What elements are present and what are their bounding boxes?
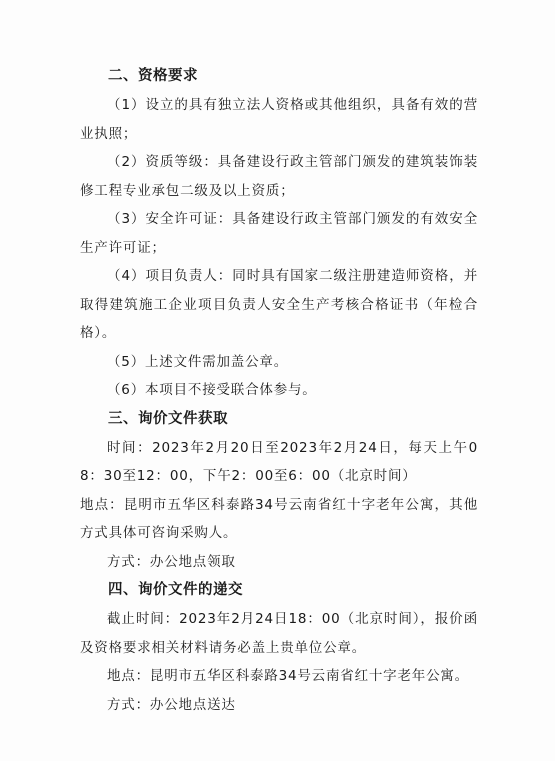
section-heading-submission: 四、询价文件的递交 xyxy=(108,582,243,598)
acquisition-time: 时间：2023年2月20日至2023年2月24日，每天上午08：30至12：00，下午2：00至6：00（北京时间） xyxy=(80,439,478,484)
qualification-item-6: （6）本项目不接受联合体参与。 xyxy=(107,382,317,398)
acquisition-method: 方式：办公地点领取 xyxy=(107,553,236,570)
qualification-item-2: （2）资质等级：具备建设行政主管部门颁发的建筑装饰装修工程专业承包二级及以上资质； xyxy=(80,154,478,199)
document-body xyxy=(80,62,478,719)
qualification-item-5: （5）上述文件需加盖公章。 xyxy=(107,353,288,370)
qualification-item-3: （3）安全许可证：具备建设行政主管部门颁发的有效安全生产许可证； xyxy=(80,211,478,256)
qualification-item-1: （1）设立的具有独立法人资格或其他组织，具备有效的营业执照； xyxy=(80,97,478,142)
submission-method: 方式：办公地点送达 xyxy=(107,696,236,713)
submission-deadline: 截止时间：2023年2月24日18：00（北京时间），报价函及资格要求相关材料请务必盖上贵单位公章。 xyxy=(80,611,478,656)
acquisition-location: 地点：昆明市五华区科泰路34号云南省红十字老年公寓，其他方式具体可咨询采购人。 xyxy=(80,496,478,541)
submission-location: 地点：昆明市五华区科泰路34号云南省红十字老年公寓。 xyxy=(107,668,469,684)
section-heading-document-acquisition: 三、询价文件获取 xyxy=(108,410,228,427)
qualification-item-4: （4）项目负责人：同时具有国家二级注册建造师资格，并取得建筑施工企业项目负责人安全生产考核合格证书（年检合格）。 xyxy=(80,268,478,341)
section-heading-qualification: 二、资格要求 xyxy=(108,68,198,84)
